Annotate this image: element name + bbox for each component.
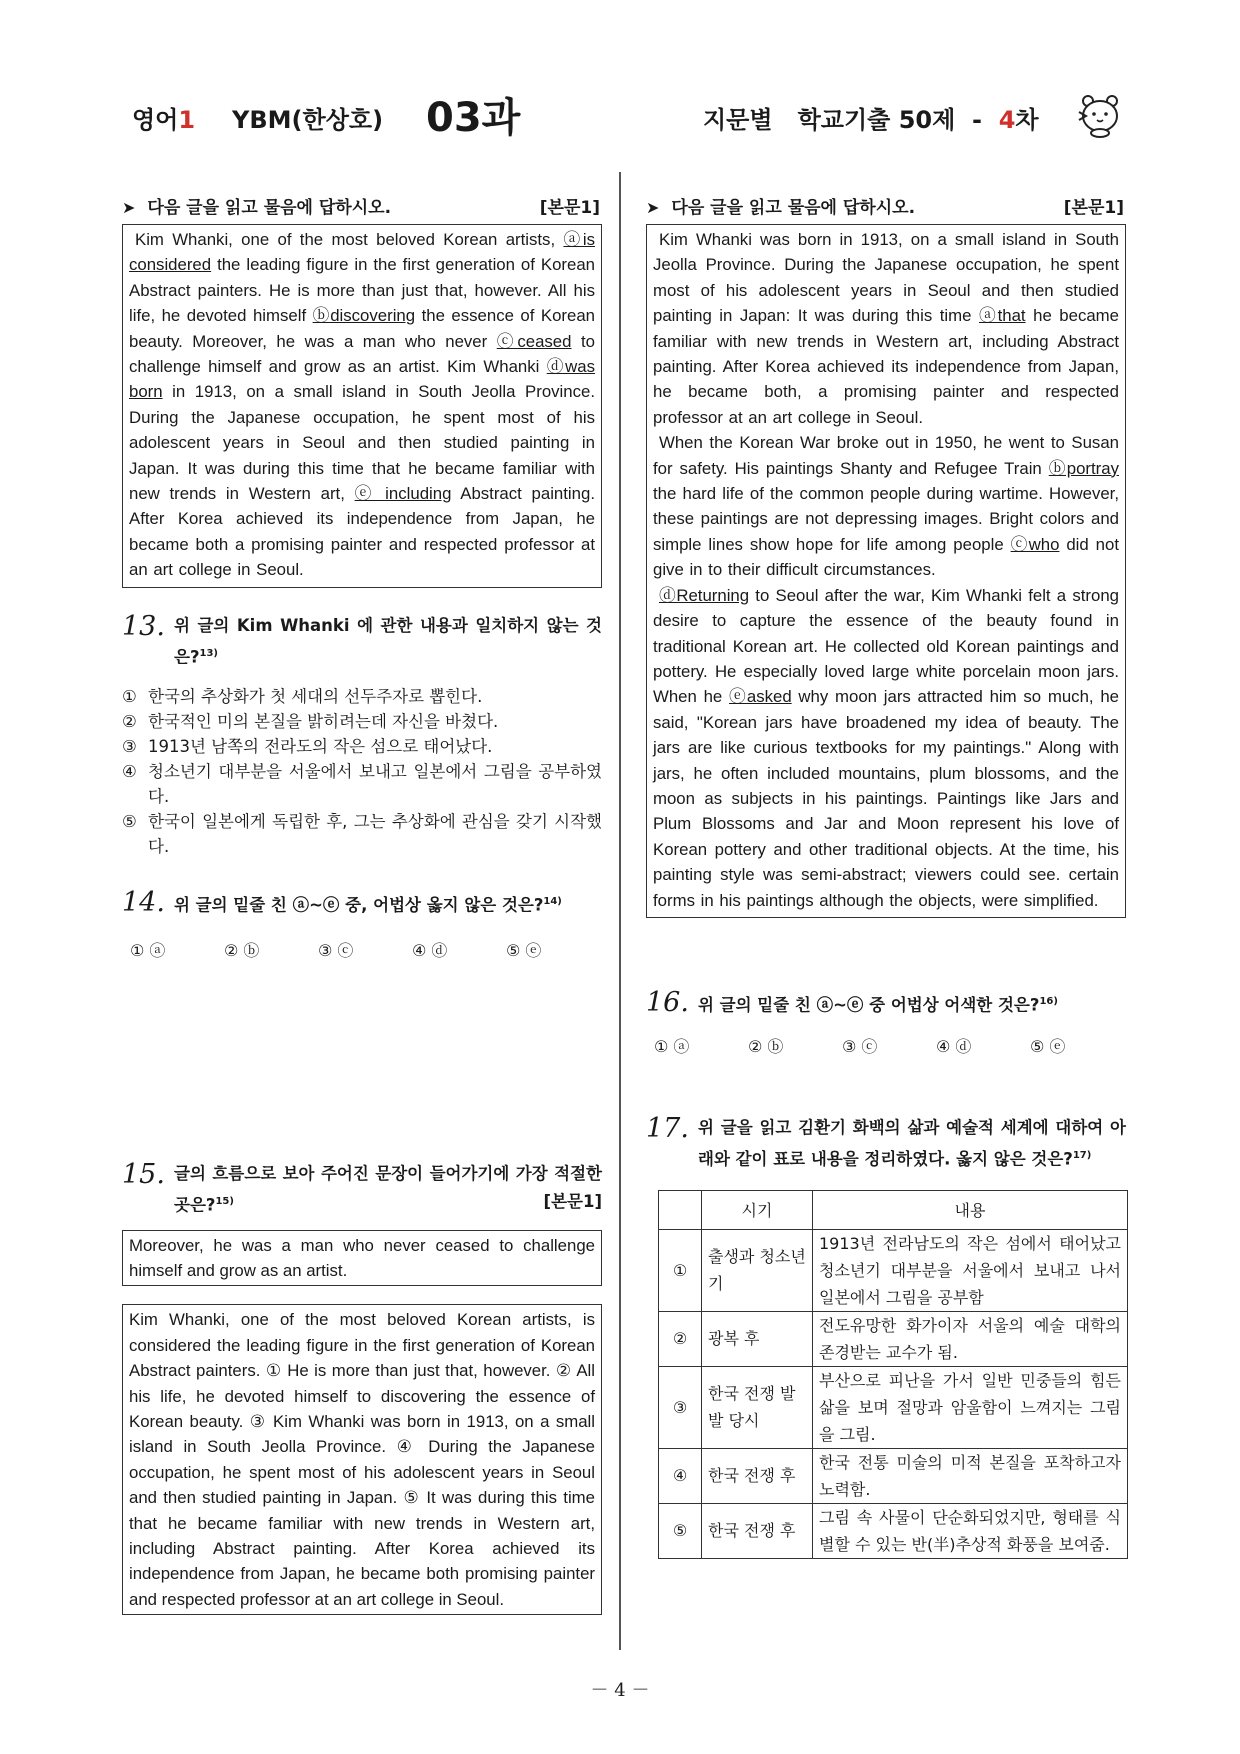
- right-column: [646, 192, 1126, 918]
- question-text: 위 글의 Kim Whanki 에 관한 내용과 일치하지 않는 것은?$^{13)}$: [174, 616, 602, 667]
- page-header: [0, 92, 1240, 142]
- option-3[interactable]: ③ 1913년 남쪽의 전라도의 작은 섬으로 태어났다.: [122, 736, 493, 756]
- round-number: 4: [998, 106, 1016, 134]
- lesson-title: 03과: [426, 95, 521, 141]
- question-text: 위 글을 읽고 김환기 화백의 삶과 예술적 세계에 대하여 아래와 같이 표로 내용을 정리하였다. 옳지 않은 것은?$^{17)}$: [698, 1118, 1126, 1169]
- option-1[interactable]: ① 한국의 추상화가 첫 세대의 선두주자로 뽑힌다.: [122, 686, 483, 706]
- subject-number: 1: [178, 106, 196, 134]
- table-row[interactable]: ① 출생과 청소년기 1913년 전라남도의 작은 섬에서 태어났고 청소년기 대부분을 서울에서 보내고 나서 일본에서 그림을 공부함: [659, 1229, 1128, 1311]
- underline-a: ⓐthat: [978, 306, 1026, 326]
- choice-3[interactable]: ③ ⓒ: [842, 1036, 878, 1056]
- option-5[interactable]: ⑤ 한국이 일본에게 독립한 후, 그는 추상화에 관심을 갖기 시작했다.: [122, 811, 602, 856]
- table-row[interactable]: ④ 한국 전쟁 후 한국 전통 미술의 미적 본질을 포착하고자 노력함.: [659, 1448, 1128, 1503]
- underline-b: ⓑdiscovering: [312, 306, 416, 326]
- question-16: [646, 988, 1126, 1057]
- answer-choices: [122, 938, 602, 961]
- underline-c: ⓒceased: [496, 331, 572, 351]
- exam-title: 지문별 학교기출 50제 - 4차: [703, 106, 1039, 134]
- choice-3[interactable]: ③ ⓒ: [318, 940, 354, 960]
- question-text: 글의 흐름으로 보아 주어진 문장이 들어가기에 가장 적절한 곳은?$^{15)}$ [본문1]: [174, 1164, 602, 1215]
- choice-1[interactable]: ① ⓐ: [130, 940, 166, 960]
- left-column: [122, 192, 602, 588]
- page-number: － 4 －: [590, 1680, 650, 1701]
- choice-1[interactable]: ① ⓐ: [654, 1036, 690, 1056]
- table-row[interactable]: ② 광복 후 전도유망한 화가이자 서울의 예술 대학의 존경받는 교수가 됨.: [659, 1311, 1128, 1366]
- underline-e: ⓔ including: [354, 484, 452, 504]
- arrow-icon: ➤: [122, 197, 136, 217]
- underline-a: ⓐis considered: [129, 230, 595, 275]
- underline-b: ⓑportray: [1048, 458, 1119, 478]
- arrow-icon: ➤: [646, 197, 660, 217]
- choice-4[interactable]: ④ ⓓ: [412, 940, 448, 960]
- left-passage: Kim Whanki, one of the most beloved Korean artists, ⓐis considered the leading figure in the first generation of Korean Abstract painters. He is more than just that, however. All his life, he devoted himself ⓑdiscovering the essence of Korean beauty. Moreover, he was a man who never ⓒceased to challenge himself and grow as an artist. Kim Whanki ⓓwas born in 1913, on a small island in South Jeolla Province. During the Japanese occupation, he spent most of his adolescent years in Seoul and then studied painting in Japan. It was during this time that he became familiar with new trends in Western art, ⓔ including Abstract painting. After Korea achieved its independence from Japan, he became both a promising painter and respected professor at an art college in Seoul.: [122, 224, 602, 588]
- question-17: [646, 1114, 1126, 1559]
- left-instruction: ➤ 다음 글을 읽고 물음에 답하시오. [본문1]: [122, 192, 602, 218]
- question-number: 17.: [646, 1113, 689, 1144]
- right-instruction: ➤ 다음 글을 읽고 물음에 답하시오. [본문1]: [646, 192, 1126, 218]
- choice-2[interactable]: ② ⓑ: [748, 1036, 784, 1056]
- subject-label: 영어1: [132, 106, 196, 134]
- passage-tag: [본문1]: [1063, 197, 1124, 218]
- choice-4[interactable]: ④ ⓓ: [936, 1036, 972, 1056]
- column-header: 내용: [813, 1190, 1128, 1229]
- question-number: 15.: [122, 1159, 165, 1190]
- question-text: 위 글의 밑줄 친 ⓐ~ⓔ 중 어법상 어색한 것은?$^{16)}$: [698, 995, 1058, 1015]
- question-13: [122, 612, 602, 859]
- given-sentence-box: Moreover, he was a man who never ceased to challenge himself and grow as an artist.: [122, 1230, 602, 1287]
- column-divider: [619, 172, 621, 1650]
- passage-tag: [본문1]: [543, 1192, 602, 1211]
- question-15: [122, 1160, 602, 1615]
- bear-mascot-icon: [1074, 92, 1126, 138]
- insertion-passage: Kim Whanki, one of the most beloved Korean artists, is considered the leading figure in the first generation of Korean Abstract painters. ① He is more than just that, however. ② All his life, he devoted himself to discovering the essence of Korean beauty. ③ Kim Whanki was born in 1913, on a small island in South Jeolla Province. ④ During the Japanese occupation, he spent most of his adolescent years in Seoul and then studied painting in Japan. ⑤ It was during this time that he became familiar with new trends in Western art, including Abstract painting. After Korea achieved its independence from Japan, he became both promising painter and respected professor at an art college in Seoul.: [122, 1304, 602, 1615]
- table-row[interactable]: ⑤ 한국 전쟁 후 그림 속 사물이 단순화되었지만, 형태를 식별할 수 있는 반(半)추상적 화풍을 보여줌.: [659, 1503, 1128, 1558]
- question-14: [122, 888, 602, 961]
- underline-e: ⓔasked: [729, 687, 792, 707]
- choice-2[interactable]: ② ⓑ: [224, 940, 260, 960]
- question-number: 13.: [122, 611, 165, 642]
- question-number: 16.: [646, 987, 689, 1018]
- answer-choices: [646, 1034, 1126, 1057]
- question-number: 14.: [122, 887, 165, 918]
- passage-tag: [본문1]: [539, 197, 600, 218]
- column-header: 시기: [702, 1190, 813, 1229]
- option-4[interactable]: ④ 청소년기 대부분을 서울에서 보내고 일본에서 그림을 공부하였다.: [122, 761, 602, 806]
- summary-table: [658, 1190, 1128, 1559]
- right-passage: Kim Whanki was born in 1913, on a small island in South Jeolla Province. During the Japanese occupation, he spent most of his adolescent years in Seoul and then studied painting in Japan: It was during this time ⓐthat he became familiar with new trends in Western art, including Abstract painting. After Korea achieved its independence from Japan, he became both, a promising painter and respected professor at an art college in Seoul. When the Korean War broke out in 1950, he went to Susan for safety. His paintings Shanty and Refugee Train ⓑportray the hard life of the common people during wartime. However, these paintings are not depressing images. Bright colors and simple lines show hope for life among people ⓒwho did not give in to their difficult circumstances. ⓓReturning to Seoul after the war, Kim Whanki felt a strong desire to capture the essence of the beauty found in traditional Korean art. He collected old Korean paintings and pottery. He especially loved large white porcelain moon jars. When he ⓔasked why moon jars attracted him so much, he said, "Korean jars have broadened my idea of beauty. The jars are like curious textbooks for my paintings." Along with jars, he often included mountains, plum blossoms, and the moon as subjects in his paintings. Paintings like Jars and Plum Blossoms and Jar and Moon represent his love of Korean pottery and other traditional objects. At the time, his painting style was semi-abstract; viewers could see. certain forms in his paintings although the objects, were simplified.: [646, 224, 1126, 918]
- underline-d: ⓓwas born: [129, 357, 596, 402]
- option-2[interactable]: ② 한국적인 미의 본질을 밝히려는데 자신을 바쳤다.: [122, 711, 499, 731]
- question-text: 위 글의 밑줄 친 ⓐ~ⓔ 중, 어법상 옳지 않은 것은?$^{14)}$: [174, 895, 562, 915]
- answer-options: [122, 684, 602, 859]
- choice-5[interactable]: ⑤ ⓔ: [1030, 1036, 1066, 1056]
- table-header-row: [659, 1190, 1128, 1229]
- choice-5[interactable]: ⑤ ⓔ: [506, 940, 542, 960]
- publisher-label: YBM(한상호): [232, 106, 384, 134]
- underline-d: ⓓReturning: [659, 585, 750, 605]
- underline-c: ⓒwho: [1010, 534, 1060, 554]
- table-row[interactable]: ③ 한국 전쟁 발발 당시 부산으로 피난을 가서 일반 민중들의 힘든 삶을 보며 절망과 암울함이 느껴지는 그림을 그림.: [659, 1366, 1128, 1448]
